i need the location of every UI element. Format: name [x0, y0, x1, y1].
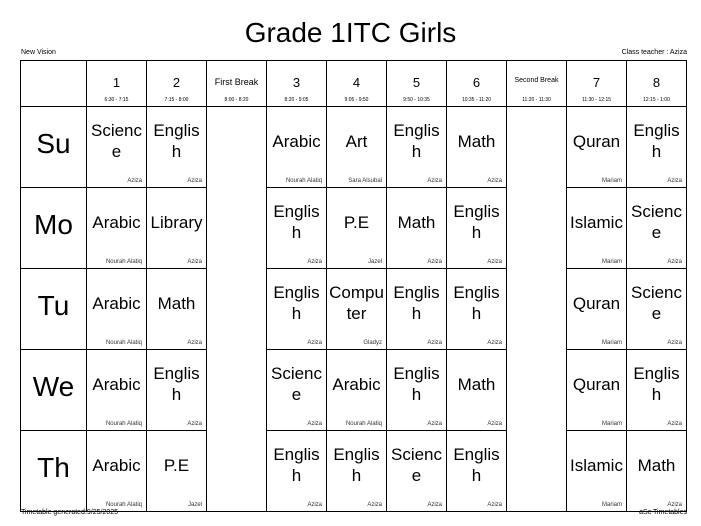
- lesson-teacher: Aziza: [307, 340, 322, 346]
- lesson-cell: [267, 350, 327, 431]
- break-label: Second Break: [514, 77, 559, 84]
- lesson-subject: English: [273, 283, 320, 323]
- lesson-teacher: Aziza: [307, 259, 322, 265]
- lesson-cell: [567, 350, 627, 431]
- lesson-teacher: Mariam: [601, 421, 622, 427]
- lesson-teacher: Aziza: [367, 502, 382, 508]
- lesson-teacher: Nourah Alatiq: [285, 178, 322, 184]
- timetable-grid: [20, 60, 687, 512]
- period-header: [567, 61, 627, 107]
- lesson-cell: [147, 431, 207, 512]
- period-time: 8:20 - 9:05: [284, 97, 309, 103]
- lesson-subject: Math: [457, 131, 496, 151]
- lesson-cell: [327, 188, 387, 269]
- lesson-teacher: Nourah Alatiq: [105, 259, 142, 265]
- lesson-cell: [567, 269, 627, 350]
- lesson-cell: [87, 431, 147, 512]
- lesson-subject: English: [393, 364, 440, 404]
- lesson-teacher: Aziza: [427, 340, 442, 346]
- lesson-cell: [627, 269, 687, 350]
- lesson-teacher: Aziza: [667, 340, 682, 346]
- period-time: 6:30 - 7:15: [104, 97, 129, 103]
- lesson-teacher: Aziza: [187, 340, 202, 346]
- lesson-subject: Islamic: [570, 212, 623, 232]
- day-cell: [21, 107, 87, 188]
- lesson-subject: Art: [345, 131, 368, 151]
- timetable-title: Grade 1ITC Girls: [244, 17, 457, 48]
- lesson-subject: English: [153, 121, 200, 161]
- lesson-teacher: Aziza: [187, 421, 202, 427]
- period-header: [627, 61, 687, 107]
- lesson-teacher: Mariam: [601, 178, 622, 184]
- lesson-cell: [327, 350, 387, 431]
- lesson-cell: [447, 269, 507, 350]
- lesson-teacher: Aziza: [187, 178, 202, 184]
- lesson-cell: [87, 188, 147, 269]
- lesson-subject: Arabic: [332, 374, 381, 394]
- lesson-teacher: Aziza: [427, 259, 442, 265]
- corner-cell: [21, 61, 87, 107]
- lesson-cell: [567, 188, 627, 269]
- day-label: Th: [37, 452, 70, 483]
- break-header: [507, 61, 567, 107]
- lesson-subject: P.E: [163, 455, 190, 475]
- period-number: 1: [112, 75, 121, 90]
- day-label: We: [32, 371, 75, 402]
- generator-credit: aSc Timetables: [639, 509, 687, 516]
- lesson-cell: [147, 350, 207, 431]
- period-header: [147, 61, 207, 107]
- lesson-subject: English: [153, 364, 200, 404]
- period-number: 3: [292, 75, 301, 90]
- day-cell: [21, 188, 87, 269]
- period-number: 2: [172, 75, 181, 90]
- lesson-subject: Arabic: [92, 374, 141, 394]
- period-number: 6: [472, 75, 481, 90]
- lesson-teacher: Aziza: [487, 178, 502, 184]
- lesson-cell: [87, 107, 147, 188]
- period-time: 10:35 - 11:20: [461, 97, 492, 103]
- lesson-subject: English: [333, 445, 380, 485]
- lesson-teacher: Aziza: [667, 259, 682, 265]
- lesson-teacher: Aziza: [127, 178, 142, 184]
- lesson-subject: Math: [397, 212, 436, 232]
- lesson-teacher: Nourah Alatiq: [105, 502, 142, 508]
- period-header: [447, 61, 507, 107]
- lesson-cell: [447, 350, 507, 431]
- school-name: New Vision: [21, 49, 56, 56]
- lesson-cell: [147, 107, 207, 188]
- lesson-subject: Quran: [572, 374, 621, 394]
- lesson-subject: Science: [270, 364, 323, 404]
- lesson-subject: P.E: [343, 212, 370, 232]
- lesson-teacher: Sara Alsubal: [348, 178, 382, 184]
- lesson-teacher: Nourah Alatiq: [105, 340, 142, 346]
- break-cell: [507, 107, 567, 512]
- lesson-cell: [567, 107, 627, 188]
- lesson-cell: [627, 431, 687, 512]
- lesson-teacher: Nourah Alatiq: [345, 421, 382, 427]
- lesson-teacher: Mariam: [601, 259, 622, 265]
- lesson-subject: English: [393, 121, 440, 161]
- period-header: [267, 61, 327, 107]
- period-time: 11:30 - 12:15: [581, 97, 612, 103]
- lesson-cell: [387, 269, 447, 350]
- lesson-cell: [267, 431, 327, 512]
- lesson-cell: [267, 188, 327, 269]
- period-number: 5: [412, 75, 421, 90]
- lesson-cell: [567, 431, 627, 512]
- day-label: Mo: [34, 209, 73, 240]
- lesson-subject: English: [453, 445, 500, 485]
- lesson-cell: [627, 188, 687, 269]
- lesson-cell: [447, 188, 507, 269]
- lesson-cell: [447, 107, 507, 188]
- lesson-subject: Math: [457, 374, 496, 394]
- period-time: 12:15 - 1:00: [643, 97, 670, 103]
- lesson-subject: English: [273, 202, 320, 242]
- lesson-teacher: Aziza: [307, 502, 322, 508]
- period-number: 4: [352, 75, 361, 90]
- period-time: 8:00 - 8:20: [224, 97, 249, 103]
- lesson-cell: [267, 269, 327, 350]
- lesson-subject: Science: [630, 202, 683, 242]
- lesson-subject: Science: [390, 445, 443, 485]
- lesson-cell: [387, 431, 447, 512]
- lesson-cell: [87, 350, 147, 431]
- period-header: [327, 61, 387, 107]
- lesson-teacher: Aziza: [427, 178, 442, 184]
- lesson-subject: English: [633, 121, 680, 161]
- lesson-cell: [147, 269, 207, 350]
- lesson-teacher: Mariam: [601, 340, 622, 346]
- lesson-teacher: Aziza: [487, 259, 502, 265]
- lesson-subject: Quran: [572, 293, 621, 313]
- lesson-subject: Quran: [572, 131, 621, 151]
- break-header: [207, 61, 267, 107]
- lesson-cell: [327, 431, 387, 512]
- lesson-teacher: Aziza: [187, 259, 202, 265]
- day-label: Tu: [37, 290, 70, 321]
- period-time: 11:20 - 11:30: [522, 97, 551, 103]
- lesson-teacher: Jazel: [367, 259, 382, 265]
- lesson-subject: Science: [630, 283, 683, 323]
- lesson-subject: English: [633, 364, 680, 404]
- period-header: [387, 61, 447, 107]
- lesson-cell: [387, 188, 447, 269]
- lesson-subject: English: [453, 202, 500, 242]
- lesson-cell: [327, 107, 387, 188]
- lesson-subject: English: [393, 283, 440, 323]
- lesson-teacher: Jazel: [187, 502, 202, 508]
- lesson-subject: Arabic: [92, 293, 141, 313]
- lesson-teacher: Aziza: [307, 421, 322, 427]
- lesson-cell: [447, 431, 507, 512]
- day-cell: [21, 431, 87, 512]
- period-time: 9:50 - 10:35: [403, 97, 430, 103]
- lesson-cell: [387, 107, 447, 188]
- day-cell: [21, 350, 87, 431]
- lesson-teacher: Aziza: [487, 421, 502, 427]
- lesson-teacher: Aziza: [667, 178, 682, 184]
- lesson-teacher: Nourah Alatiq: [105, 421, 142, 427]
- lesson-subject: Arabic: [92, 212, 141, 232]
- lesson-subject: Science: [90, 121, 143, 161]
- lesson-subject: Arabic: [272, 131, 321, 151]
- period-header: [87, 61, 147, 107]
- day-cell: [21, 269, 87, 350]
- lesson-subject: Math: [637, 455, 676, 475]
- lesson-cell: [327, 269, 387, 350]
- lesson-teacher: Aziza: [487, 502, 502, 508]
- lesson-cell: [87, 269, 147, 350]
- lesson-cell: [627, 107, 687, 188]
- lesson-subject: Math: [157, 293, 196, 313]
- lesson-teacher: Aziza: [487, 340, 502, 346]
- lesson-subject: Computer: [329, 283, 384, 323]
- class-teacher: Class teacher : Aziza: [621, 49, 687, 56]
- lesson-subject: Library: [150, 212, 203, 232]
- lesson-subject: English: [273, 445, 320, 485]
- generated-date: Timetable generated:9/25/2025: [21, 509, 119, 516]
- lesson-teacher: Aziza: [427, 421, 442, 427]
- lesson-teacher: Aziza: [667, 502, 682, 508]
- break-cell: [207, 107, 267, 512]
- period-time: 7:15 - 8:00: [164, 97, 189, 103]
- lesson-subject: English: [453, 283, 500, 323]
- lesson-teacher: Aziza: [427, 502, 442, 508]
- lesson-teacher: Gladyz: [363, 340, 382, 346]
- break-label: First Break: [214, 77, 259, 87]
- lesson-cell: [387, 350, 447, 431]
- lesson-teacher: Mariam: [601, 502, 622, 508]
- lesson-subject: Islamic: [570, 455, 623, 475]
- day-label: Su: [36, 128, 71, 159]
- lesson-cell: [627, 350, 687, 431]
- lesson-subject: Arabic: [92, 455, 141, 475]
- lesson-cell: [147, 188, 207, 269]
- period-time: 9:05 - 9:50: [344, 97, 369, 103]
- period-number: 8: [652, 75, 661, 90]
- lesson-teacher: Aziza: [667, 421, 682, 427]
- period-number: 7: [592, 75, 601, 90]
- lesson-cell: [267, 107, 327, 188]
